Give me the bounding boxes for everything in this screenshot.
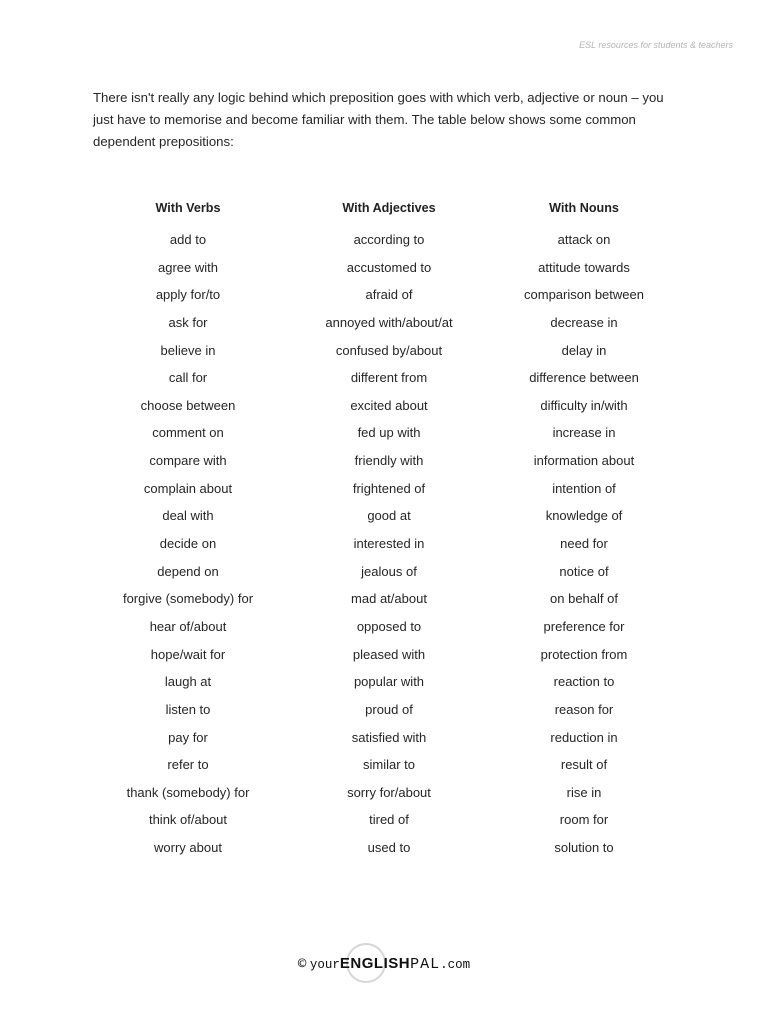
- list-item: worry about: [154, 840, 222, 856]
- list-item: jealous of: [361, 563, 417, 579]
- list-item: difference between: [529, 370, 639, 386]
- list-item: attitude towards: [538, 259, 630, 275]
- list-item: result of: [560, 757, 608, 773]
- list-item: friendly with: [354, 453, 424, 469]
- list-item: hope/wait for: [150, 646, 226, 662]
- list-item: intention of: [552, 480, 616, 496]
- column-verbs: [78, 198, 298, 868]
- list-item: need for: [560, 536, 608, 552]
- list-item: on behalf of: [550, 591, 618, 607]
- list-item: similar to: [362, 757, 415, 773]
- list-item: according to: [353, 232, 425, 247]
- list-item: room for: [559, 812, 609, 828]
- list-item: information about: [533, 453, 635, 469]
- copyright-icon: ©: [297, 956, 307, 972]
- column-heading: With Nouns: [549, 201, 619, 215]
- list-item: difficulty in/with: [540, 397, 628, 413]
- list-item: thank (somebody) for: [126, 784, 250, 800]
- header-note: ESL resources for students & teachers: [579, 40, 733, 50]
- list-item: accustomed to: [346, 259, 432, 275]
- logo-brand-mono: PAL: [410, 956, 441, 973]
- list-item: refer to: [167, 757, 209, 773]
- list-item: decide on: [159, 536, 217, 552]
- list-item: afraid of: [365, 287, 413, 303]
- list-item: frightened of: [352, 480, 426, 496]
- list-item: ask for: [168, 314, 208, 330]
- column-heading: With Verbs: [155, 201, 221, 215]
- list-item: hear of/about: [149, 618, 227, 634]
- list-item: knowledge of: [545, 508, 623, 524]
- list-item: pleased with: [352, 646, 426, 662]
- list-item: decrease in: [550, 314, 618, 330]
- intro-paragraph: There isn't really any logic behind which preposition goes with which verb, adjective or noun – you just have to memorise and become familiar with them. The table below shows some common dependent prepositions:: [93, 90, 664, 149]
- list-item: different from: [350, 370, 428, 386]
- list-item: listen to: [165, 701, 211, 717]
- list-item: deal with: [162, 508, 214, 524]
- column-list: [474, 232, 694, 868]
- footer-logo: [0, 955, 768, 973]
- list-item: popular with: [353, 674, 425, 690]
- column-heading: With Adjectives: [342, 201, 436, 215]
- list-item: protection from: [540, 646, 628, 662]
- list-item: mad at/about: [351, 591, 427, 607]
- list-item: used to: [367, 840, 411, 856]
- logo-prefix: your: [309, 958, 340, 972]
- list-item: tired of: [369, 812, 409, 828]
- list-item: laugh at: [164, 674, 212, 690]
- list-item: apply for/to: [155, 287, 221, 303]
- list-item: comparison between: [524, 287, 644, 303]
- list-item: add to: [169, 232, 207, 247]
- list-item: confused by/about: [335, 342, 443, 358]
- list-item: think of/about: [148, 812, 228, 828]
- list-item: opposed to: [356, 618, 422, 634]
- list-item: reason for: [554, 701, 614, 717]
- list-item: preference for: [543, 618, 625, 634]
- list-item: depend on: [157, 563, 219, 579]
- list-item: notice of: [559, 563, 609, 579]
- list-item: believe in: [160, 342, 216, 358]
- column-list: [279, 232, 499, 868]
- list-item: good at: [367, 508, 411, 524]
- logo-brand-bold: ENGLISH: [339, 955, 411, 972]
- list-item: rise in: [566, 784, 602, 800]
- site-logo: [310, 955, 470, 973]
- logo-suffix: .com: [440, 958, 471, 972]
- list-item: excited about: [350, 397, 428, 413]
- list-item: comment on: [152, 425, 224, 441]
- list-item: compare with: [149, 453, 227, 469]
- list-item: interested in: [353, 536, 425, 552]
- list-item: solution to: [554, 840, 614, 856]
- list-item: choose between: [140, 397, 236, 413]
- list-item: complain about: [143, 480, 233, 496]
- list-item: fed up with: [357, 425, 421, 441]
- column-adjectives: [279, 198, 499, 868]
- column-list: [78, 232, 298, 868]
- list-item: agree with: [158, 259, 218, 275]
- column-nouns: [474, 198, 694, 868]
- list-item: forgive (somebody) for: [122, 591, 254, 607]
- list-item: annoyed with/about/at: [325, 314, 453, 330]
- list-item: delay in: [561, 342, 607, 358]
- list-item: increase in: [552, 425, 616, 441]
- list-item: reaction to: [553, 674, 615, 690]
- list-item: proud of: [365, 701, 413, 717]
- list-item: call for: [168, 370, 208, 386]
- list-item: attack on: [557, 232, 611, 247]
- list-item: sorry for/about: [347, 784, 431, 800]
- list-item: pay for: [168, 729, 208, 745]
- list-item: reduction in: [550, 729, 618, 745]
- list-item: satisfied with: [351, 729, 427, 745]
